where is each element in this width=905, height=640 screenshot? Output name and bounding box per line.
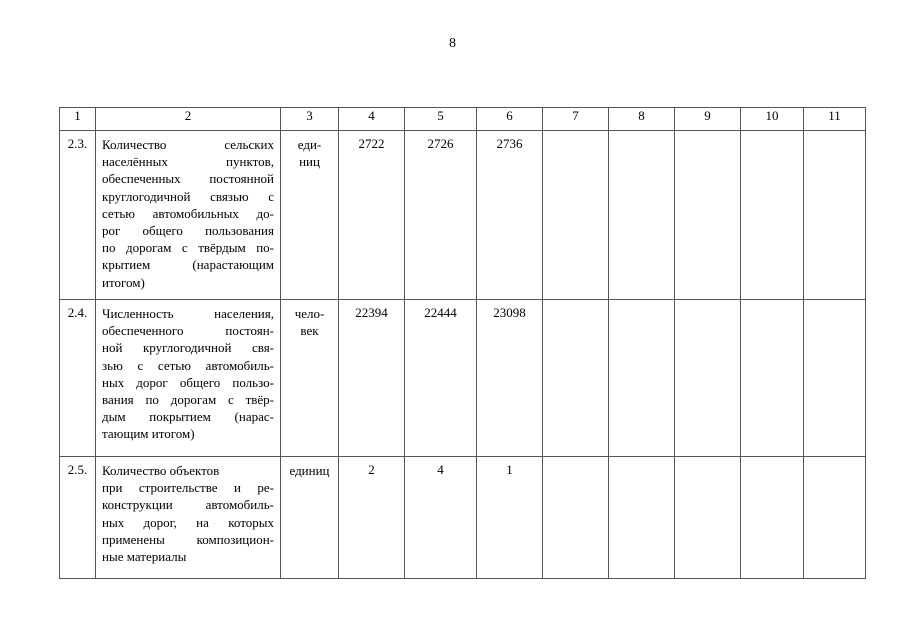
value-cell xyxy=(804,300,866,457)
column-header: 5 xyxy=(405,108,477,131)
table-row xyxy=(60,300,866,457)
value-cell xyxy=(741,131,804,300)
name-line: итогом) xyxy=(102,274,145,290)
value-cell xyxy=(804,457,866,579)
indicator-name xyxy=(96,457,281,579)
value-cell: 1 xyxy=(477,457,543,579)
name-line: вания по дорогам с твёр- xyxy=(102,392,274,408)
name-line: Количество объектов xyxy=(102,463,220,478)
value-cell: 2736 xyxy=(477,131,543,300)
name-line: населённых пунктов, xyxy=(102,154,274,170)
value-cell xyxy=(543,457,609,579)
unit-line: еди- xyxy=(297,137,322,152)
name-line: круглогодичной связью с xyxy=(102,188,274,204)
name-line: обеспеченного постоян- xyxy=(102,323,274,339)
column-header: 2 xyxy=(96,108,281,131)
unit-line: век xyxy=(300,323,319,339)
column-header: 1 xyxy=(60,108,96,131)
name-line: применены композицион- xyxy=(102,531,274,547)
name-line: дым покрытием (нарас- xyxy=(102,409,274,425)
value-cell xyxy=(609,457,675,579)
indicator-name xyxy=(96,300,281,457)
column-header: 7 xyxy=(543,108,609,131)
unit-cell xyxy=(281,131,339,300)
name-line: рог общего пользования xyxy=(102,223,274,239)
page-number: 8 xyxy=(449,36,456,51)
unit-line: чело- xyxy=(294,306,325,321)
name-line: Численность населения, xyxy=(102,306,274,321)
column-header: 10 xyxy=(741,108,804,131)
name-line: по дорогам с твёрдым по- xyxy=(102,240,274,256)
column-header: 8 xyxy=(609,108,675,131)
value-cell xyxy=(609,131,675,300)
value-cell: 22444 xyxy=(405,300,477,457)
value-cell xyxy=(543,131,609,300)
value-cell: 23098 xyxy=(477,300,543,457)
table-row xyxy=(60,457,866,579)
name-line: обеспеченных постоянной xyxy=(102,171,274,187)
value-cell: 22394 xyxy=(339,300,405,457)
table-row xyxy=(60,131,866,300)
name-line: конструкции автомобиль- xyxy=(102,497,274,513)
column-header: 9 xyxy=(675,108,741,131)
table-header-row xyxy=(60,108,866,131)
column-header: 11 xyxy=(804,108,866,131)
value-cell xyxy=(675,457,741,579)
value-cell: 2 xyxy=(339,457,405,579)
unit-cell xyxy=(281,457,339,579)
row-index: 2.5. xyxy=(60,457,96,579)
value-cell xyxy=(741,300,804,457)
value-cell xyxy=(804,131,866,300)
unit-line: ниц xyxy=(299,154,320,170)
unit-cell xyxy=(281,300,339,457)
column-header: 6 xyxy=(477,108,543,131)
value-cell: 2722 xyxy=(339,131,405,300)
name-line: сетью автомобильных до- xyxy=(102,205,274,221)
name-line: ных дорог, на которых xyxy=(102,514,274,530)
name-line: крытием (нарастающим xyxy=(102,257,274,273)
value-cell xyxy=(675,300,741,457)
column-header: 3 xyxy=(281,108,339,131)
name-line: тающим итогом) xyxy=(102,426,195,442)
name-line: ных дорог общего пользо- xyxy=(102,374,274,390)
name-line: ные материалы xyxy=(102,549,187,565)
value-cell xyxy=(609,300,675,457)
value-cell xyxy=(741,457,804,579)
row-index: 2.3. xyxy=(60,131,96,300)
unit-line: единиц xyxy=(289,463,330,478)
indicators-table xyxy=(59,107,866,579)
indicator-name xyxy=(96,131,281,300)
value-cell xyxy=(543,300,609,457)
name-line: ной круглогодичной свя- xyxy=(102,340,274,356)
row-index: 2.4. xyxy=(60,300,96,457)
value-cell: 2726 xyxy=(405,131,477,300)
column-header: 4 xyxy=(339,108,405,131)
value-cell: 4 xyxy=(405,457,477,579)
name-line: зью с сетью автомобиль- xyxy=(102,357,274,373)
value-cell xyxy=(675,131,741,300)
name-line: Количество сельских xyxy=(102,137,274,152)
name-line: при строительстве и ре- xyxy=(102,480,274,496)
